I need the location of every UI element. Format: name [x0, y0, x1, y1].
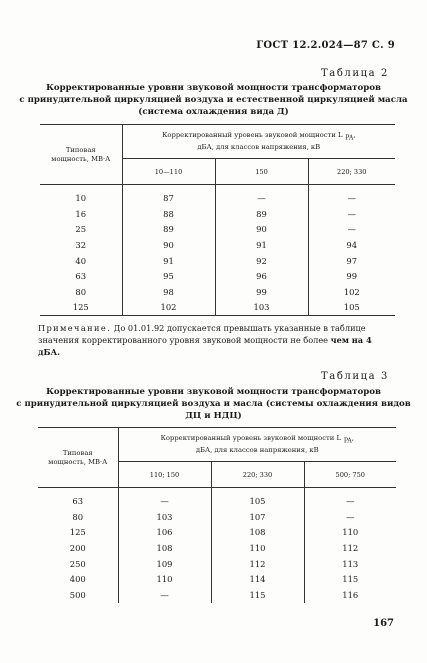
table2-note	[38, 322, 393, 358]
note-lead: Примечание.	[38, 323, 112, 333]
page-number: 167	[373, 618, 394, 629]
table-cell: 105	[211, 494, 304, 510]
table-cell: 400	[38, 571, 118, 587]
table-row	[40, 237, 395, 253]
table-cell: —	[346, 511, 355, 522]
table-cell: 63	[40, 268, 122, 284]
table2-title-line: с принудительной циркуляцией воздуха и естественной циркуляцией масла	[19, 95, 408, 105]
table-cell: 95	[122, 268, 215, 284]
table-row	[38, 525, 396, 541]
table-row	[38, 587, 396, 603]
table-cell: 80	[38, 509, 118, 525]
table-cell: 107	[211, 509, 304, 525]
table-cell: 91	[122, 253, 215, 269]
table-cell: 110	[211, 540, 304, 556]
table3-col-power: Типовая мощность, МВ·А	[38, 428, 118, 488]
table2-col-header: 10—110	[122, 159, 215, 185]
table2	[40, 124, 395, 316]
table-cell: 110	[342, 527, 359, 538]
table-cell: 91	[215, 237, 308, 253]
table-cell: 103	[118, 509, 211, 525]
table-cell: —	[118, 494, 211, 510]
table3-group-header: Корректированный уровень звуковой мощности L $_{PA}$, дБА, для классов напряжения, кВ	[118, 428, 396, 462]
table2-body	[40, 191, 395, 316]
table-row	[40, 206, 395, 222]
table-cell: 500	[38, 587, 118, 603]
table3-body	[38, 494, 396, 603]
table2-col-power: Типовая мощность, МВ·А	[40, 125, 122, 185]
table-cell: 115	[211, 587, 304, 603]
table-cell: 113	[342, 558, 359, 569]
table2-label: Таблица 2	[320, 68, 389, 79]
table-cell: 114	[211, 571, 304, 587]
table-cell: —	[118, 587, 211, 603]
table-cell: 102	[122, 300, 215, 316]
table-cell: 10	[40, 191, 122, 207]
table-row	[40, 300, 395, 316]
table-cell: 110	[118, 571, 211, 587]
table-cell: 32	[40, 237, 122, 253]
table-cell: 200	[38, 540, 118, 556]
table-cell: 90	[215, 222, 308, 238]
table-cell: —	[347, 224, 356, 235]
table-cell: 80	[40, 284, 122, 300]
table2-title-line: (система охлаждения вида Д)	[138, 107, 289, 117]
table-cell: 125	[40, 300, 122, 316]
note-bold: чем на 4 дБА.	[38, 335, 372, 357]
table-cell: 115	[342, 574, 359, 585]
table-cell: 40	[40, 253, 122, 269]
table2-title-line: Корректированные уровни звуковой мощности трансформаторов	[46, 83, 381, 93]
table-cell: 108	[211, 525, 304, 541]
table2-title	[0, 82, 427, 118]
table-cell: 125	[38, 525, 118, 541]
table-cell: 105	[308, 300, 395, 316]
table-row	[38, 540, 396, 556]
table-cell: 16	[40, 206, 122, 222]
table-cell: 112	[342, 543, 359, 554]
note-text: До 01.01.92 допускается превышать указанные в таблице значения корректированного уровня звуковой мощности не более	[38, 323, 366, 345]
table-cell: 92	[215, 253, 308, 269]
table-cell: 63	[38, 494, 118, 510]
table2-col-header: 220; 330	[308, 159, 395, 185]
table-cell: 109	[118, 556, 211, 572]
table-cell: 87	[122, 191, 215, 207]
table-cell: 89	[122, 222, 215, 238]
table-row	[38, 494, 396, 510]
table-cell: 90	[122, 237, 215, 253]
table-cell: —	[346, 496, 355, 507]
table3	[38, 427, 396, 603]
table-cell: 94	[346, 240, 358, 251]
table-cell: 96	[215, 268, 308, 284]
table-cell: 89	[215, 206, 308, 222]
table-cell: 250	[38, 556, 118, 572]
table2-group-header: Корректированный уровень звуковой мощности L $_{PA}$, дБА, для классов напряжения, кВ	[122, 125, 395, 159]
table3-title-line: с принудительной циркуляцией воздуха и масла (системы охлаждения видов	[16, 399, 411, 409]
table-cell: —	[347, 193, 356, 204]
table-cell: 99	[346, 271, 358, 282]
table-row	[38, 509, 396, 525]
table3-col-header: 220; 330	[211, 462, 304, 488]
table-row	[38, 571, 396, 587]
table3-title	[0, 386, 427, 422]
table3-col-header: 110; 150	[118, 462, 211, 488]
table-cell: 99	[215, 284, 308, 300]
table-row	[40, 284, 395, 300]
table-cell: —	[347, 208, 356, 219]
table-cell: 106	[118, 525, 211, 541]
table-cell: 25	[40, 222, 122, 238]
table3-title-line: ДЦ и НДЦ)	[185, 411, 242, 421]
table-cell: 102	[343, 286, 360, 297]
table-row	[40, 253, 395, 269]
table3-col-header: 500; 750	[304, 462, 396, 488]
table3-label: Таблица 3	[320, 371, 389, 382]
table-row	[40, 222, 395, 238]
table3-title-line: Корректированные уровни звуковой мощности трансформаторов	[46, 387, 381, 397]
table-row	[38, 556, 396, 572]
table-cell: 112	[211, 556, 304, 572]
table-cell: 98	[122, 284, 215, 300]
table-row	[40, 191, 395, 207]
table-cell: 97	[346, 255, 358, 266]
table2-col-header: 150	[215, 159, 308, 185]
table-row	[40, 268, 395, 284]
table-cell: 88	[122, 206, 215, 222]
page-header: ГОСТ 12.2.024—87 С. 9	[256, 40, 395, 51]
table-cell: 108	[118, 540, 211, 556]
table-cell: 103	[215, 300, 308, 316]
table-cell: 116	[342, 589, 359, 600]
table-cell: —	[215, 191, 308, 207]
